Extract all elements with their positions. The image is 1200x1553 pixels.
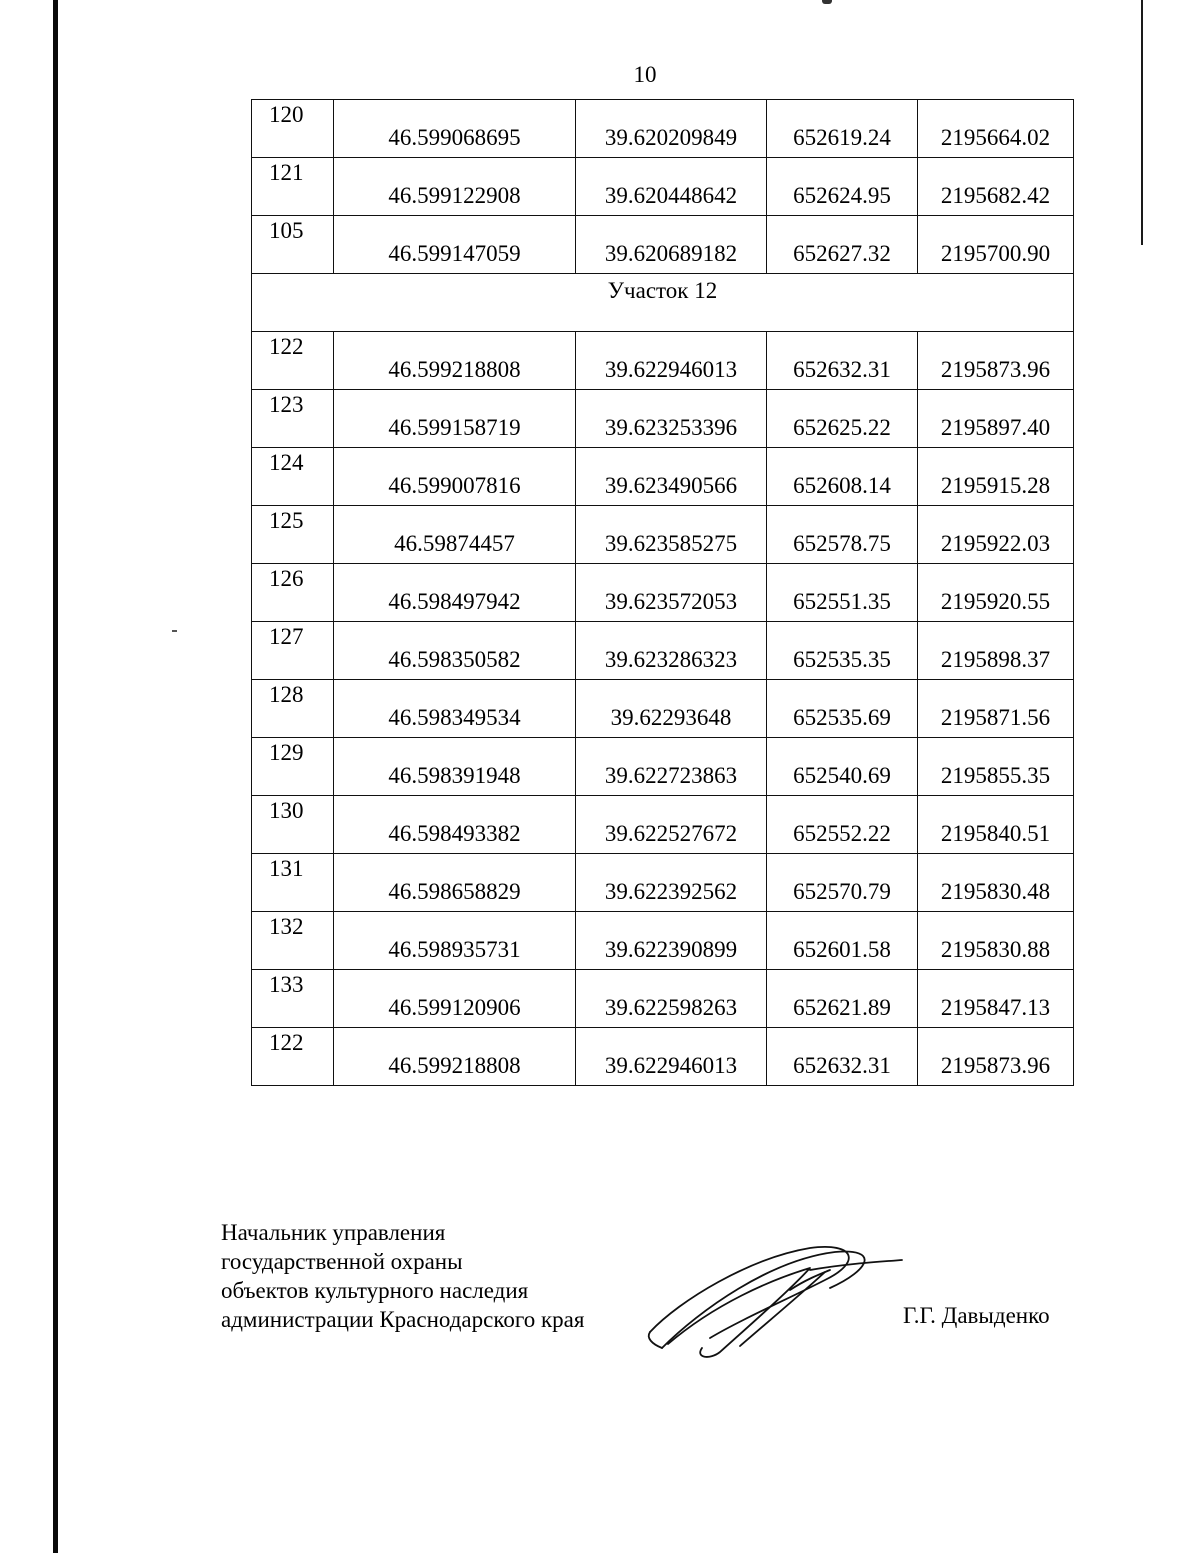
point-number-cell: 123 [252, 390, 334, 448]
signatory-title-line: государственной охраны [221, 1249, 463, 1274]
x-coordinate-cell: 652624.95 [767, 158, 918, 216]
y-coordinate-cell: 2195915.28 [918, 448, 1074, 506]
point-number-cell: 132 [252, 912, 334, 970]
handwritten-signature [640, 1240, 910, 1360]
table-body-top [252, 100, 1074, 274]
table-section [252, 274, 1074, 332]
table-row [252, 912, 1074, 970]
table-row [252, 390, 1074, 448]
x-coordinate-cell: 652535.35 [767, 622, 918, 680]
latitude-cell: 46.599147059 [334, 216, 576, 274]
point-number-cell: 121 [252, 158, 334, 216]
point-number-cell: 126 [252, 564, 334, 622]
y-coordinate-cell: 2195873.96 [918, 1028, 1074, 1086]
latitude-cell: 46.599007816 [334, 448, 576, 506]
y-coordinate-cell: 2195664.02 [918, 100, 1074, 158]
x-coordinate-cell: 652552.22 [767, 796, 918, 854]
x-coordinate-cell: 652570.79 [767, 854, 918, 912]
longitude-cell: 39.62293648 [576, 680, 767, 738]
y-coordinate-cell: 2195922.03 [918, 506, 1074, 564]
x-coordinate-cell: 652540.69 [767, 738, 918, 796]
y-coordinate-cell: 2195700.90 [918, 216, 1074, 274]
signatory-title-line: объектов культурного наследия [221, 1278, 529, 1303]
longitude-cell: 39.622598263 [576, 970, 767, 1028]
page-number: 10 [633, 62, 657, 87]
y-coordinate-cell: 2195840.51 [918, 796, 1074, 854]
x-coordinate-cell: 652578.75 [767, 506, 918, 564]
y-coordinate-cell: 2195898.37 [918, 622, 1074, 680]
table-row [252, 1028, 1074, 1086]
x-coordinate-cell: 652625.22 [767, 390, 918, 448]
x-coordinate-cell: 652632.31 [767, 332, 918, 390]
x-coordinate-cell: 652621.89 [767, 970, 918, 1028]
table-row [252, 216, 1074, 274]
point-number-cell: 120 [252, 100, 334, 158]
scan-mark-top [822, 0, 832, 4]
latitude-cell: 46.59874457 [334, 506, 576, 564]
section-row [252, 274, 1074, 332]
section-title: Участок 12 [252, 274, 1074, 332]
longitude-cell: 39.623585275 [576, 506, 767, 564]
y-coordinate-cell: 2195871.56 [918, 680, 1074, 738]
latitude-cell: 46.598658829 [334, 854, 576, 912]
table-row [252, 738, 1074, 796]
x-coordinate-cell: 652619.24 [767, 100, 918, 158]
table-body-bottom [252, 332, 1074, 1086]
point-number-cell: 122 [252, 1028, 334, 1086]
point-number-cell: 133 [252, 970, 334, 1028]
x-coordinate-cell: 652601.58 [767, 912, 918, 970]
longitude-cell: 39.622390899 [576, 912, 767, 970]
latitude-cell: 46.599218808 [334, 1028, 576, 1086]
table-row [252, 680, 1074, 738]
x-coordinate-cell: 652551.35 [767, 564, 918, 622]
x-coordinate-cell: 652608.14 [767, 448, 918, 506]
y-coordinate-cell: 2195830.48 [918, 854, 1074, 912]
table-row [252, 448, 1074, 506]
scan-speck [172, 630, 177, 632]
longitude-cell: 39.623572053 [576, 564, 767, 622]
table-row [252, 332, 1074, 390]
latitude-cell: 46.598497942 [334, 564, 576, 622]
longitude-cell: 39.620209849 [576, 100, 767, 158]
signatory-title-line: администрации Краснодарского края [221, 1307, 585, 1332]
y-coordinate-cell: 2195920.55 [918, 564, 1074, 622]
signature-block [221, 1218, 584, 1334]
latitude-cell: 46.598391948 [334, 738, 576, 796]
point-number-cell: 122 [252, 332, 334, 390]
longitude-cell: 39.623253396 [576, 390, 767, 448]
y-coordinate-cell: 2195897.40 [918, 390, 1074, 448]
longitude-cell: 39.622392562 [576, 854, 767, 912]
point-number-cell: 124 [252, 448, 334, 506]
coordinates-table [251, 99, 1074, 1086]
table-row [252, 100, 1074, 158]
point-number-cell: 130 [252, 796, 334, 854]
latitude-cell: 46.599068695 [334, 100, 576, 158]
table-row [252, 854, 1074, 912]
latitude-cell: 46.598350582 [334, 622, 576, 680]
y-coordinate-cell: 2195855.35 [918, 738, 1074, 796]
table-row [252, 970, 1074, 1028]
latitude-cell: 46.599158719 [334, 390, 576, 448]
table-row [252, 158, 1074, 216]
x-coordinate-cell: 652632.31 [767, 1028, 918, 1086]
point-number-cell: 129 [252, 738, 334, 796]
latitude-cell: 46.599122908 [334, 158, 576, 216]
longitude-cell: 39.620448642 [576, 158, 767, 216]
point-number-cell: 105 [252, 216, 334, 274]
signatory-name: Г.Г. Давыденко [903, 1303, 1050, 1328]
scan-edge-left [53, 0, 58, 1553]
latitude-cell: 46.599218808 [334, 332, 576, 390]
table-row [252, 506, 1074, 564]
point-number-cell: 127 [252, 622, 334, 680]
y-coordinate-cell: 2195847.13 [918, 970, 1074, 1028]
signatory-title-line: Начальник управления [221, 1220, 446, 1245]
y-coordinate-cell: 2195873.96 [918, 332, 1074, 390]
table-row [252, 564, 1074, 622]
y-coordinate-cell: 2195830.88 [918, 912, 1074, 970]
longitude-cell: 39.622527672 [576, 796, 767, 854]
scan-edge-right [1141, 0, 1143, 245]
latitude-cell: 46.598349534 [334, 680, 576, 738]
longitude-cell: 39.623490566 [576, 448, 767, 506]
x-coordinate-cell: 652627.32 [767, 216, 918, 274]
table-row [252, 622, 1074, 680]
latitude-cell: 46.598493382 [334, 796, 576, 854]
longitude-cell: 39.622946013 [576, 332, 767, 390]
longitude-cell: 39.622946013 [576, 1028, 767, 1086]
point-number-cell: 128 [252, 680, 334, 738]
table-row [252, 796, 1074, 854]
point-number-cell: 125 [252, 506, 334, 564]
latitude-cell: 46.599120906 [334, 970, 576, 1028]
y-coordinate-cell: 2195682.42 [918, 158, 1074, 216]
point-number-cell: 131 [252, 854, 334, 912]
longitude-cell: 39.620689182 [576, 216, 767, 274]
latitude-cell: 46.598935731 [334, 912, 576, 970]
longitude-cell: 39.622723863 [576, 738, 767, 796]
longitude-cell: 39.623286323 [576, 622, 767, 680]
x-coordinate-cell: 652535.69 [767, 680, 918, 738]
